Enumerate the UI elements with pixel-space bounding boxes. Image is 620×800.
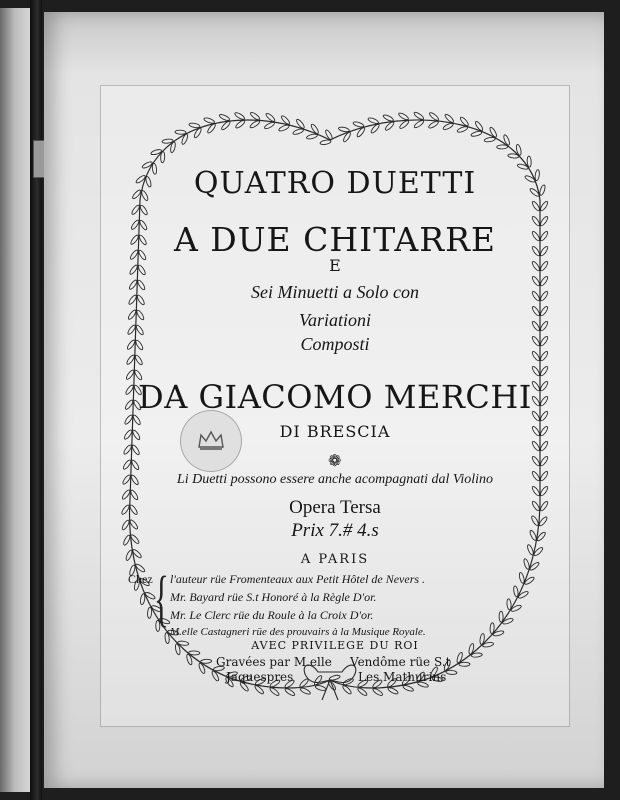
laurel-leaf-icon xyxy=(284,687,295,696)
laurel-leaf-icon xyxy=(503,134,511,146)
laurel-leaf-icon xyxy=(121,519,130,530)
laurel-leaf-icon xyxy=(139,204,148,215)
laurel-leaf-icon xyxy=(324,129,333,141)
address-line: Mr. Bayard rüe S.t Honoré à la Règle D'or. xyxy=(170,590,377,604)
opus-number: Opera Tersa xyxy=(289,497,381,518)
library-stamp xyxy=(180,410,242,472)
laurel-leaf-icon xyxy=(160,152,165,163)
laurel-leaf-icon xyxy=(203,117,215,124)
laurel-leaf-icon xyxy=(499,611,503,622)
laurel-leaf-icon xyxy=(442,122,454,131)
ribbon-bow-icon xyxy=(304,665,356,700)
laurel-leaf-icon xyxy=(539,230,549,241)
laurel-leaf-icon xyxy=(539,275,549,286)
laurel-leaf-icon xyxy=(539,245,549,256)
laurel-leaf-icon xyxy=(299,687,311,695)
laurel-leaf-icon xyxy=(140,593,146,605)
laurel-leaf-icon xyxy=(186,654,193,666)
laurel-leaf-icon xyxy=(134,354,143,365)
laurel-leaf-icon xyxy=(539,425,549,436)
laurel-leaf-icon xyxy=(531,440,541,451)
laurel-leaf-icon xyxy=(201,659,212,664)
laurel-leaf-icon xyxy=(306,133,318,140)
laurel-leaf-icon xyxy=(249,120,260,129)
laurel-leaf-icon xyxy=(510,604,522,612)
laurel-leaf-icon xyxy=(539,215,549,226)
laurel-leaf-icon xyxy=(502,617,514,625)
laurel-leaf-icon xyxy=(531,365,541,376)
laurel-leaf-icon xyxy=(121,504,131,515)
laurel-leaf-icon xyxy=(175,130,186,135)
laurel-leaf-icon xyxy=(513,586,519,598)
composer-place: DI BRESCIA xyxy=(279,422,391,441)
laurel-leaf-icon xyxy=(131,444,140,455)
rosette-ornament-icon: ❁ xyxy=(328,451,342,470)
laurel-leaf-icon xyxy=(181,133,189,145)
laurel-leaf-icon xyxy=(497,145,508,149)
address-line: M.elle Castagneri rüe des prouvairs à la Musique Royale. xyxy=(170,626,426,638)
laurel-leaf-icon xyxy=(539,200,549,211)
laurel-leaf-icon xyxy=(484,137,496,143)
laurel-leaf-icon xyxy=(278,124,290,132)
laurel-leaf-icon xyxy=(398,112,410,121)
engraver-credit-right-2: Les Mathurins xyxy=(358,670,447,684)
laurel-leaf-icon xyxy=(531,200,541,211)
laurel-leaf-icon xyxy=(367,117,379,125)
laurel-leaf-icon xyxy=(189,122,201,128)
laurel-leaf-icon xyxy=(518,572,525,584)
laurel-leaf-icon xyxy=(338,126,350,132)
laurel-leaf-icon xyxy=(456,652,463,664)
engraver-credit-right-1: Vendôme rüe S.t xyxy=(350,655,451,669)
laurel-leaf-icon xyxy=(471,130,483,137)
laurel-leaf-icon xyxy=(539,290,549,301)
laurel-leaf-icon xyxy=(147,607,152,618)
laurel-leaf-icon xyxy=(531,455,541,466)
laurel-leaf-icon xyxy=(539,260,549,271)
laurel-leaf-icon xyxy=(518,590,530,599)
price: Prix 7.# 4.s xyxy=(291,520,379,541)
laurel-leaf-icon xyxy=(219,113,231,121)
laurel-leaf-icon xyxy=(413,119,424,129)
brace-icon: { xyxy=(154,565,169,633)
laurel-leaf-icon xyxy=(490,623,495,634)
laurel-leaf-icon xyxy=(353,121,365,128)
title-line-2: A DUE CHITARRE xyxy=(173,220,497,259)
laurel-leaf-icon xyxy=(446,670,457,675)
subtitle-line-2: Variationi xyxy=(298,310,371,330)
laurel-leaf-icon xyxy=(489,126,498,138)
laurel-leaf-icon xyxy=(493,630,505,637)
laurel-leaf-icon xyxy=(211,670,220,682)
royal-privilege: AVEC PRIVILEGE DU ROI xyxy=(251,639,419,652)
title-line-1: QUATRO DUETTI xyxy=(193,166,477,201)
address-line: l'auteur rüe Fromenteaux aux Petit Hôtel de Nevers . xyxy=(170,572,426,586)
title-conjunction: E xyxy=(329,256,341,275)
accompaniment-note: Li Duetti possono essere anche acompagnati dal Violino xyxy=(176,472,494,487)
laurel-leaf-icon xyxy=(402,684,414,692)
laurel-leaf-icon xyxy=(539,350,549,361)
subtitle-line-1: Sei Minuetti a Solo con xyxy=(251,282,419,302)
laurel-leaf-icon xyxy=(539,440,549,451)
laurel-leaf-icon xyxy=(198,662,206,674)
laurel-leaf-icon xyxy=(539,500,549,511)
laurel-leaf-icon xyxy=(315,685,327,692)
chez-label: Chez xyxy=(128,572,153,586)
laurel-leaf-icon xyxy=(234,111,245,120)
engraver-credit-left-1: Gravées par M.elle xyxy=(216,655,332,669)
laurel-leaf-icon xyxy=(457,126,469,134)
imprint-city: A PARIS xyxy=(300,552,370,567)
laurel-leaf-icon xyxy=(539,365,549,376)
laurel-leaf-icon xyxy=(264,121,276,130)
laurel-leaf-icon xyxy=(193,127,202,138)
composer-name: DA GIACOMO MERCHI xyxy=(138,378,532,416)
laurel-leaf-icon xyxy=(539,320,549,331)
address-line: Mr. Le Clerc rüe du Roule à la Croix D'or. xyxy=(170,608,374,622)
laurel-leaf-icon xyxy=(539,305,549,316)
subtitle-line-3: Composti xyxy=(300,334,370,354)
laurel-leaf-icon xyxy=(372,687,383,696)
laurel-leaf-icon xyxy=(320,139,332,145)
laurel-leaf-icon xyxy=(539,455,549,466)
laurel-leaf-icon xyxy=(131,459,140,470)
laurel-leaf-icon xyxy=(539,335,549,346)
engraver-credit-left-2: Jaquespres xyxy=(226,670,294,684)
laurel-leaf-icon xyxy=(382,114,394,122)
laurel-leaf-icon xyxy=(413,111,424,121)
laurel-leaf-icon xyxy=(387,687,399,696)
laurel-leaf-icon xyxy=(292,128,304,135)
laurel-leaf-icon xyxy=(459,662,470,666)
laurel-leaf-icon xyxy=(506,599,511,610)
laurel-leaf-icon xyxy=(428,120,439,129)
